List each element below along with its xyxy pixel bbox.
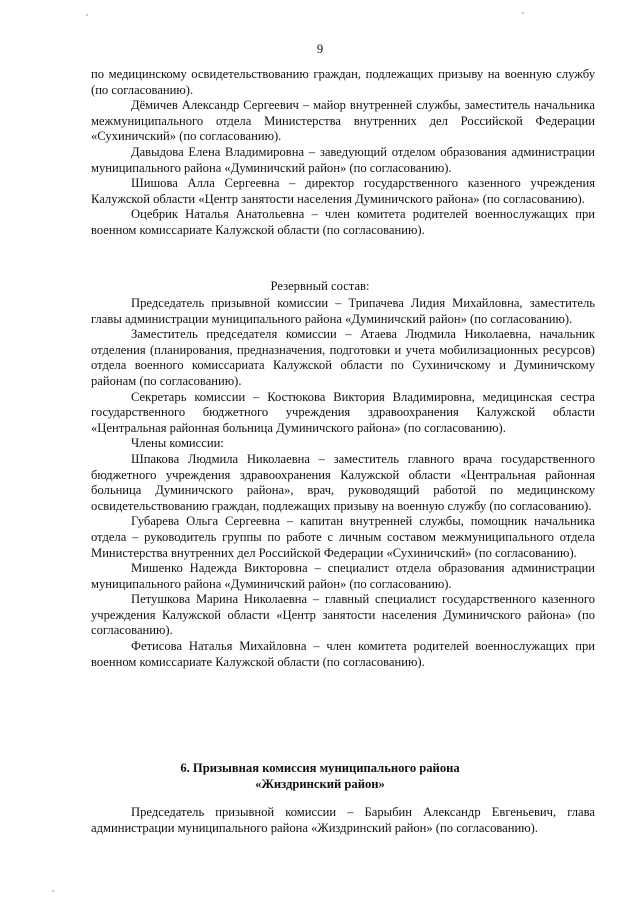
section-heading-district: «Жиздринский район» <box>255 777 385 791</box>
reserve-heading: Резервный состав: <box>270 279 370 293</box>
paragraph: Оцебрик Наталья Анатольевна – член комитета родителей военнослужащих при военном комиссариате Калужской области (по согласованию). <box>91 207 595 237</box>
paragraph: Секретарь комиссии – Костюкова Виктория Владимировна, медицинская сестра государственного бюджетного учреждения здравоохранения Калужской области «Центральная районная больница Думиничского района» (по согласованию). <box>91 389 595 435</box>
paragraph: Давыдова Елена Владимировна – заведующий отделом образования администрации муниципального района «Думиничский район» (по согласованию). <box>91 144 595 175</box>
paragraph: Заместитель председателя комиссии – Атаева Людмила Николаевна, начальник отделения (планирования, предназначения, подготовки и учета мобилизационных ресурсов) отдела военного комиссариата Калужской области по Сухиничскому и Думиничскому районам (по согласованию). <box>91 327 595 388</box>
paragraph: Дёмичев Александр Сергеевич – майор внутренней службы, заместитель начальника межмуниципального отдела Министерства внутренних дел Российской Федерации «Сухиничский» (по согласованию). <box>91 98 595 144</box>
paragraph: Шишова Алла Сергеевна – директор государственного казенного учреждения Калужской области «Центр занятости населения Думиничского района» (по согласованию). <box>91 176 595 206</box>
final-paragraph <box>91 805 595 836</box>
paragraph: Шпакова Людмила Николаевна – заместитель главного врача государственного бюджетного учреждения здравоохранения Калужской области «Центральная районная больница Думиничского района», врач, руководящий работой по медицинскому освидетельствованию граждан, подлежащих призыву на военную службу (по согласованию). <box>91 451 595 513</box>
paragraph: Петушкова Марина Николаевна – главный специалист государственного казенного учреждения Калужской области «Центр занятости населения Думиничского района» (по согласованию). <box>91 592 595 638</box>
scan-mark <box>52 890 54 892</box>
scan-mark <box>522 12 524 14</box>
main-composition-text <box>91 67 595 239</box>
paragraph: Члены комиссии: <box>131 436 224 451</box>
paragraph: Губарева Ольга Сергеевна – капитан внутренней службы, помощник начальника отдела – руководитель группы по работе с личным составом межмуниципального отдела Министерства внутренних дел Российской Федерации «Сухиничский» (по согласованию). <box>91 514 595 560</box>
paragraph: Председатель призывной комиссии – Трипачева Лидия Михайловна, заместитель главы администрации муниципального района «Думиничский район» (по согласованию). <box>91 296 595 326</box>
paragraph: Мишенко Надежда Викторовна – специалист отдела образования администрации муниципального района «Думиничский район» (по согласованию). <box>91 561 595 591</box>
section-heading: 6. Призывная комиссия муниципального района <box>180 761 460 775</box>
paragraph: Председатель призывной комиссии – Барыбин Александр Евгеньевич, глава администрации муниципального района «Жиздринский район» (по согласованию). <box>91 805 595 835</box>
paragraph: по медицинскому освидетельствованию граждан, подлежащих призыву на военную службу (по согласованию). <box>91 67 595 97</box>
reserve-composition-text <box>91 296 595 670</box>
scan-mark <box>86 14 88 16</box>
paragraph: Фетисова Наталья Михайловна – член комитета родителей военнослужащих при военном комиссариате Калужской области (по согласованию). <box>91 639 595 669</box>
page-number: 9 <box>316 42 324 56</box>
